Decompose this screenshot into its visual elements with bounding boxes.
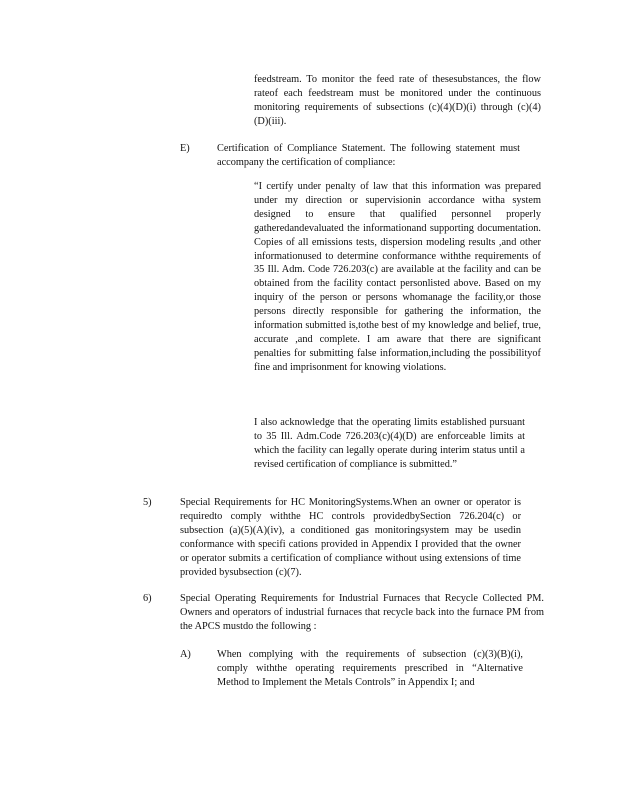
- alternative-method-paragraph: When complying with the requirements of subsection (c)(3)(B)(i), comply withthe operating requirements prescribed in “Alternative Method to Implement the Metals Controls” in Appendix I; and: [217, 649, 523, 688]
- hc-monitoring-paragraph: Special Requirements for HC MonitoringSystems.When an owner or operator is requiredto comply withthe HC controls providedbySection 726.204(c) or subsection (a)(5)(A)(iv), a conditioned gas monitoringsystem may be usedin conformance with specifi cations provided in Appendix I provided that the owner or operator submits a certification of compliance without using extensions of time provided bysubsection (c)(7).: [180, 497, 521, 578]
- industrial-furnaces-paragraph: Special Operating Requirements for Industrial Furnaces that Recycle Collected PM. Owners and operators of industrial furnaces that recycle back into the furnace PM from the APCS mustdo the following :: [180, 593, 544, 632]
- certification-heading: Certification of Compliance Statement. The following statement must accompany the certification of compliance:: [217, 143, 520, 168]
- item-label-6: 6): [143, 593, 152, 604]
- certification-quote-2: I also acknowledge that the operating limits established pursuant to 35 Ill. Adm.Code 726.203(c)(4)(D) are enforceable limits at which the facility can legally operate during interim status until a revised certification of compliance is submitted.”: [254, 417, 525, 470]
- certification-quote-1: “I certify under penalty of law that this information was prepared under my direction or supervisionin accordance witha system designed to ensure that qualified personnel properly gatheredandevaluated the informationand supporting documentation. Copies of all emissions tests, dispersion modeling results ,and other informationused to determine conformance withthe requirements of 35 Ill. Adm. Code 726.203(c) are available at the facility and can be obtained from the facility contact personlisted above. Based on my inquiry of the person or persons whomanage the facility,or those persons directly responsible for gathering the information, the information submitted is,tothe best of my knowledge and belief, true, accurate ,and complete. I am aware that there are significant penalties for submitting false information,including the possibilityof fine and imprisonment for knowing violations.: [254, 181, 541, 373]
- paragraph-feedstream: feedstream. To monitor the feed rate of thesesubstances, the flow rateof each feedstream must be monitored under the continuous monitoring requirements of subsections (c)(4)(D)(i) through (c)(4)(D)(iii).: [254, 74, 541, 127]
- item-label-e: E): [180, 143, 190, 154]
- item-label-5: 5): [143, 497, 152, 508]
- item-label-6a: A): [180, 649, 191, 660]
